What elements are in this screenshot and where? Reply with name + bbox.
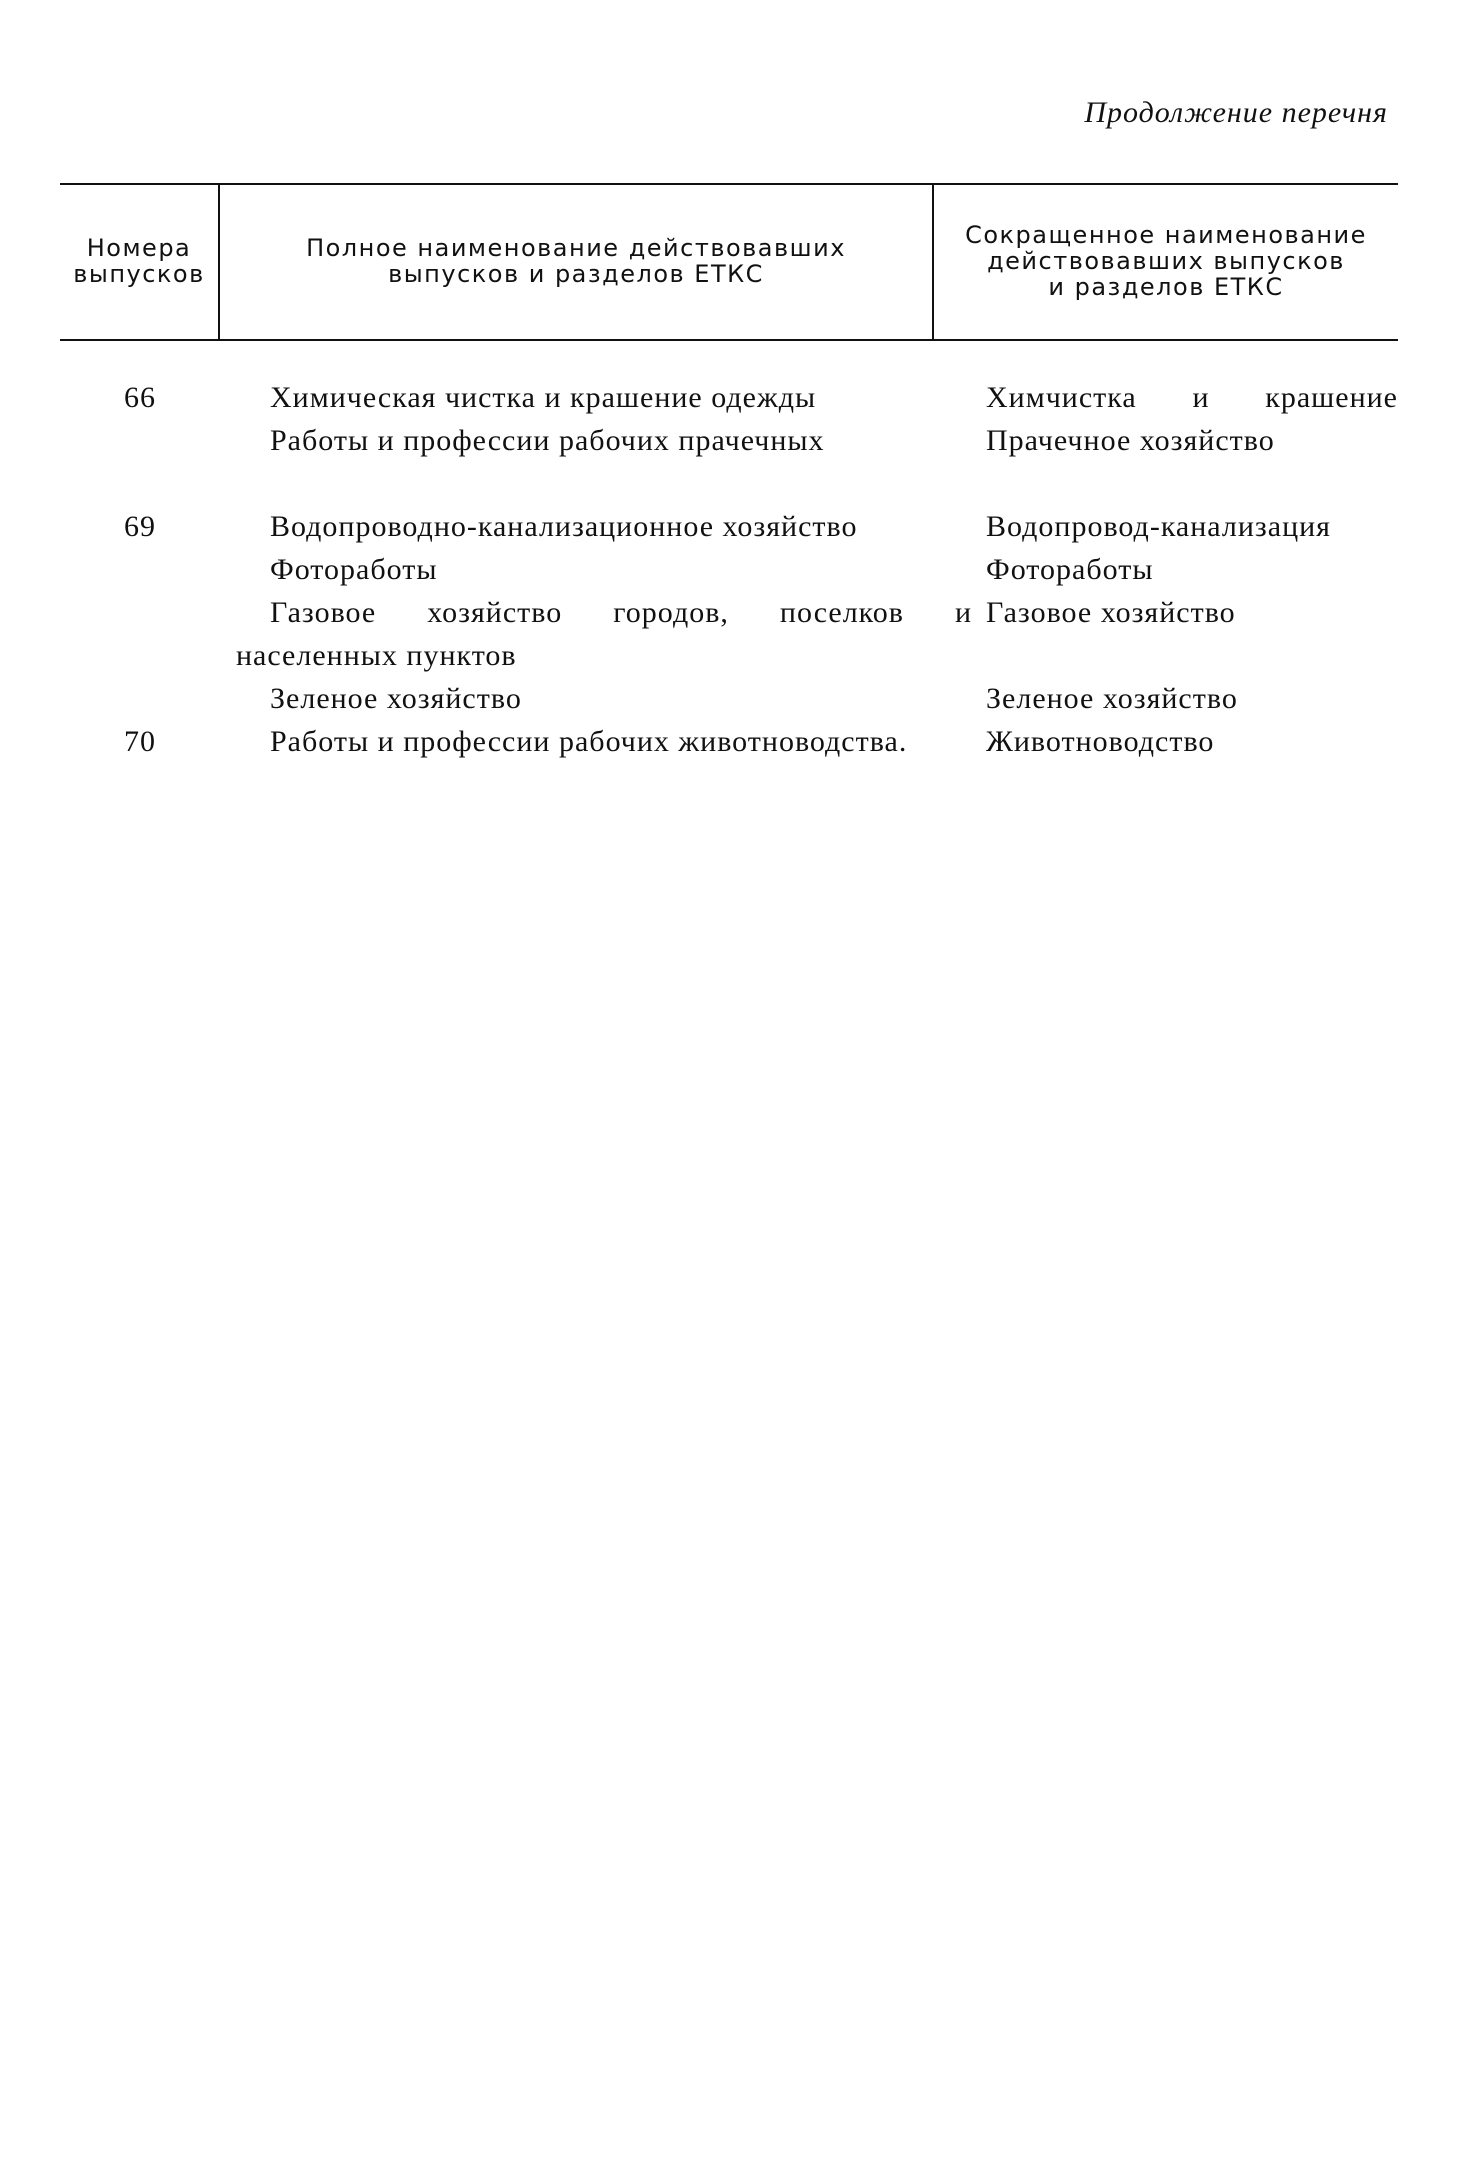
short-name: Зеленое хозяйство [986, 682, 1238, 715]
full-name: Фотоработы [270, 553, 438, 586]
short-name: Химчистка и крашение [986, 381, 1398, 414]
header-bottom-rule [60, 339, 1398, 341]
issue-number: 66 [124, 381, 156, 414]
full-name: Газовое хозяйство городов, поселков и населенных пунктов [236, 596, 972, 672]
issue-number: 69 [124, 510, 156, 543]
header-full-name: Полное наименование действовавших выпусков и разделов ЕТКС [306, 234, 846, 288]
full-name: Работы и профессии рабочих прачечных [270, 424, 825, 457]
issue-number: 70 [124, 725, 156, 758]
short-name: Животноводство [986, 725, 1215, 758]
header-short-name: Сокращенное наименование действовавших выпусков и разделов ЕТКС [965, 221, 1367, 301]
header-top-rule [60, 183, 1398, 185]
full-name: Химическая чистка и крашение одежды [270, 381, 817, 414]
header-issue-numbers: Номера выпусков [73, 234, 205, 288]
full-name: Водопроводно-канализационное хозяйство [270, 510, 858, 543]
short-name: Прачечное хозяйство [986, 424, 1275, 457]
continuation-label: Продолжение перечня [1084, 96, 1388, 129]
short-name: Газовое хозяйство [986, 596, 1236, 629]
short-name: Водопровод-канализация [986, 510, 1331, 543]
short-name: Фотоработы [986, 553, 1154, 586]
full-name: Работы и профессии рабочих животноводства. [270, 725, 908, 758]
full-name: Зеленое хозяйство [270, 682, 522, 715]
